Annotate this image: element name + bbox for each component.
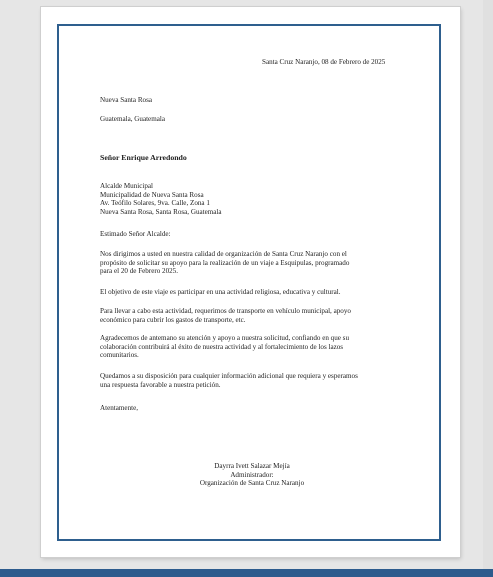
recipient-country: Guatemala, Guatemala bbox=[100, 115, 165, 123]
paragraph-line: propósito de solicitar su apoyo para la realización de un viaje a Esquipulas, programado bbox=[100, 258, 350, 267]
recipient-city: Nueva Santa Rosa bbox=[100, 96, 153, 104]
signature-block bbox=[82, 462, 422, 488]
paragraph-line: Nos dirigimos a usted en nuestra calidad de organización de Santa Cruz Naranjo con el bbox=[100, 250, 347, 258]
paragraph-line: para el 20 de Febrero 2025. bbox=[100, 267, 179, 276]
paragraph-line: una respuesta favorable a nuestra petición. bbox=[100, 380, 221, 389]
paragraph-5 bbox=[100, 372, 418, 389]
paragraph-line: Agradecemos de antemano su atención y apoyo a nuestra solicitud, confiando en que su bbox=[100, 334, 349, 342]
closing: Atentamente, bbox=[100, 404, 139, 412]
paragraph-line: económico para cubrir los gastos de transporte, etc. bbox=[100, 315, 246, 324]
paragraph-line: comunitarios. bbox=[100, 351, 139, 360]
addressee-line: Av. Teófilo Solares, 9va. Calle, Zona 1 bbox=[100, 199, 210, 208]
addressee-name: Señor Enrique Arredondo bbox=[100, 153, 187, 162]
signature-organization: Organización de Santa Cruz Naranjo bbox=[199, 479, 305, 488]
signature-title: Administrador: bbox=[230, 470, 274, 479]
addressee-line: Municipalidad de Nueva Santa Rosa bbox=[100, 190, 204, 199]
addressee-line: Nueva Santa Rosa, Santa Rosa, Guatemala bbox=[100, 207, 222, 216]
addressee-block bbox=[100, 182, 418, 216]
status-bar bbox=[0, 569, 493, 577]
paragraph-line: colaboración contribuirá al éxito de nuestra actividad y al fortalecimiento de los lazos bbox=[100, 342, 344, 351]
paragraph-4 bbox=[100, 334, 418, 360]
document-page bbox=[41, 7, 460, 557]
scrollbar-track[interactable] bbox=[483, 0, 493, 569]
paragraph-line: Para llevar a cabo esta actividad, requerimos de transporte en vehículo municipal, apoyo bbox=[100, 307, 351, 315]
addressee-line: Alcalde Municipal bbox=[100, 182, 153, 190]
paragraph-line: El objetivo de este viaje es participar en una actividad religiosa, educativa y cultural. bbox=[100, 288, 341, 296]
signature-name: Dayrra Ivett Salazar Mejía bbox=[214, 462, 290, 470]
salutation: Estimado Señor Alcalde: bbox=[100, 230, 171, 238]
date-line: Santa Cruz Naranjo, 08 de Febrero de 2025 bbox=[262, 58, 386, 66]
paragraph-1 bbox=[100, 250, 418, 276]
paragraph-2 bbox=[100, 288, 418, 297]
paragraph-line: Quedamos a su disposición para cualquier información adicional que requiera y esperamos bbox=[100, 372, 358, 380]
paragraph-3 bbox=[100, 307, 418, 324]
